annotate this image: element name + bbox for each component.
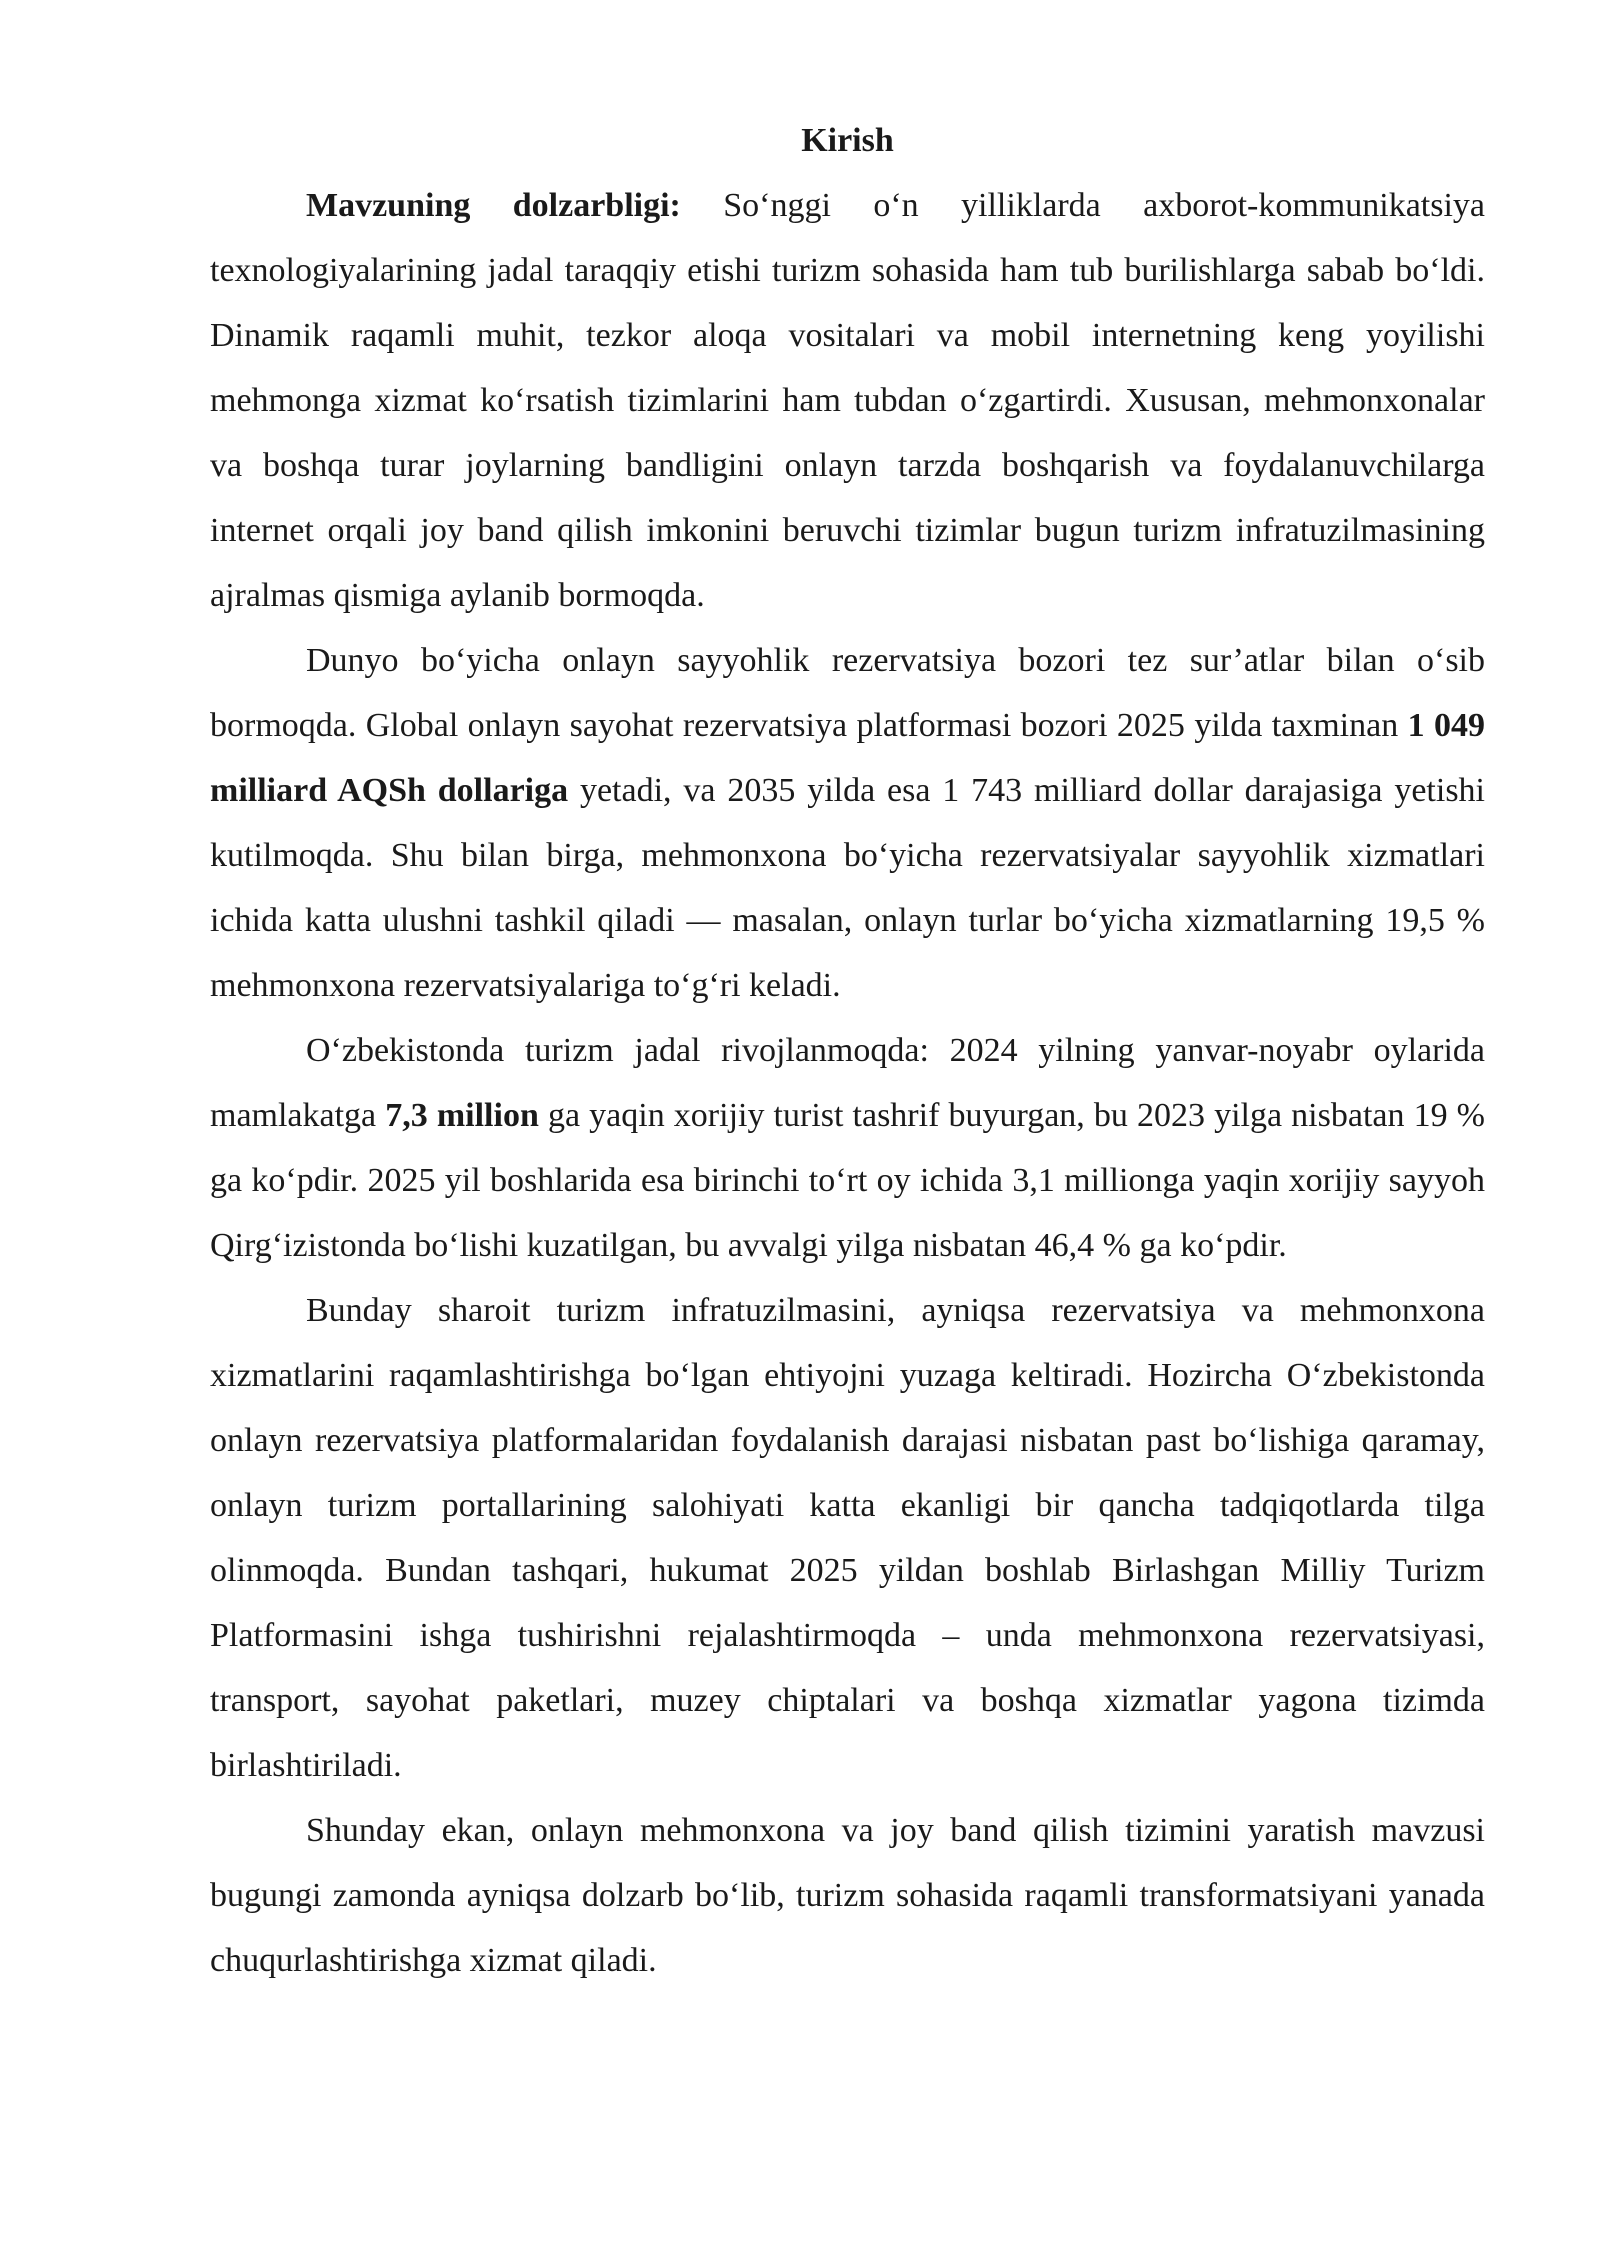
paragraph-uzbekistan-tourism <box>210 1018 1485 1278</box>
global-market-text-a: Dunyo bo‘yicha onlayn sayyohlik rezervatsiya bozori tez sur’atlar bilan o‘sib bormoqda. Global onlayn sayohat rezervatsiya platformasi bozori 2025 yilda taxminan <box>210 642 1485 744</box>
uzbekistan-text-b: ga yaqin xorijiy turist tashrif buyurgan, bu 2023 yilga nisbatan 19 % ga ko‘pdir. 2025 yil boshlarida esa birinchi to‘rt oy ichida 3,1 millionga yaqin xorijiy sayyoh Qirg‘izistonda bo‘lishi kuzatilgan, bu avvalgi yilga nisbatan 46,4 % ga ko‘pdir. <box>210 1097 1485 1264</box>
page-title: Kirish <box>801 122 894 159</box>
uzbekistan-text-a: O‘zbekistonda turizm jadal rivojlanmoqda: 2024 yilning yanvar-noyabr oylarida mamlakatga <box>210 1032 1485 1134</box>
global-market-highlight: 1 049 milliard AQSh dollariga <box>210 707 1485 809</box>
paragraph-global-market <box>210 628 1485 1018</box>
paragraph-relevance <box>210 173 1485 628</box>
paragraph-digitalization: Bunday sharoit turizm infratuzilmasini, ayniqsa rezervatsiya va mehmonxona xizmatlarini raqamlashtirishga bo‘lgan ehtiyojni yuzaga keltiradi. Hozircha O‘zbekistonda onlayn rezervatsiya platformalaridan foydalanish darajasi nisbatan past bo‘lishiga qaramay, onlayn turizm portallarining salohiyati katta ekanligi bir qancha tadqiqotlarda tilga olinmoqda. Bundan tashqari, hukumat 2025 yildan boshlab Birlashgan Milliy Turizm Platformasini ishga tushirishni rejalashtirmoqda – unda mehmonxona rezervatsiyasi, transport, sayohat paketlari, muzey chiptalari va boshqa xizmatlar yagona tizimda birlashtiriladi. <box>210 1292 1485 1784</box>
document-page <box>210 108 1485 1993</box>
relevance-text: So‘nggi o‘n yilliklarda axborot-kommunikatsiya texnologiyalarining jadal taraqqiy etishi turizm sohasida ham tub burilishlarga sabab bo‘ldi. Dinamik raqamli muhit, tezkor aloqa vositalari va mobil internetning keng yoyilishi mehmonga xizmat ko‘rsatish tizimlarini ham tubdan o‘zgartirdi. Xususan, mehmonxonalar va boshqa turar joylarning bandligini onlayn tarzda boshqarish va foydalanuvchilarga internet orqali joy band qilish imkonini beruvchi tizimlar bugun turizm infratuzilmasining ajralmas qismiga aylanib bormoqda. <box>210 187 1485 614</box>
paragraph-conclusion: Shunday ekan, onlayn mehmonxona va joy band qilish tizimini yaratish mavzusi bugungi zamonda ayniqsa dolzarb bo‘lib, turizm sohasida raqamli transformatsiyani yanada chuqurlashtirishga xizmat qiladi. <box>210 1812 1485 1979</box>
global-market-text-b: yetadi, va 2035 yilda esa 1 743 milliard dollar darajasiga yetishi kutilmoqda. Shu bilan birga, mehmonxona bo‘yicha rezervatsiyalar sayyohlik xizmatlari ichida katta ulushni tashkil qiladi — masalan, onlayn turlar bo‘yicha xizmatlarning 19,5 % mehmonxona rezervatsiyalariga to‘g‘ri keladi. <box>210 772 1486 1004</box>
relevance-lead: Mavzuning dolzarbligi: <box>306 187 681 224</box>
uzbekistan-highlight: 7,3 million <box>385 1097 539 1134</box>
